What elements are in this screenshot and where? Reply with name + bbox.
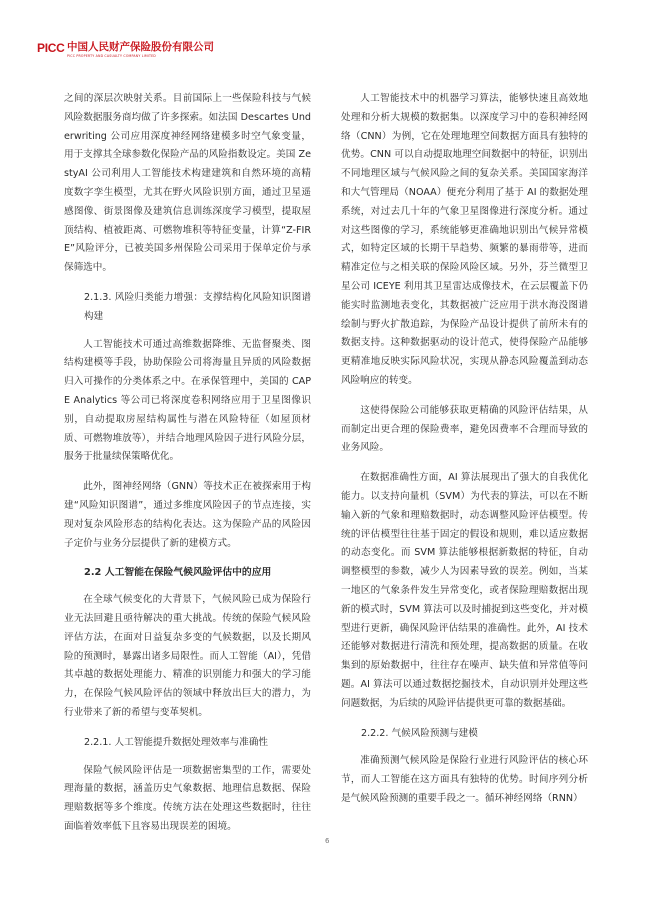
subsection-heading: 2.1.3. 风险归类能力增强：支撑结构化风险知识图谱构建	[84, 291, 311, 322]
company-name-en: PICC PROPERTY AND CASUALTY COMPANY LIMITED	[67, 54, 156, 58]
paragraph: 在数据准确性方面，AI 算法展现出了强大的自我优化能力。以支持向量机（SVM）为代表的算法，可以在不断输入新的气象和理赔数据时，动态调整风险评估模型。传统的评估模型往往基于固定的假设和规则，难以适应数据的动态变化。而 SVM 算法能够根据新数据的特征，自动调整模型的参数，减少人为因素导致的误差。例如，当某一地区的气象条件发生异常变化，或者保险理赔数据出现新的模式时，SVM 算法可以及时捕捉到这些变化，并对模型进行更新，确保风险评估结果的准确性。此外，AI 技术还能够对数据进行清洗和预处理，提高数据的质量。在收集到的原始数据中，往往存在噪声、缺失值和异常值等问题。AI 算法可以通过数据挖掘技术，自动识别并处理这些问题数据，为后续的风险评估提供更可靠的数据基础。	[341, 472, 588, 709]
right-column	[341, 90, 588, 820]
paragraph: 保险气候风险评估是一项数据密集型的工作，需要处理海量的数据，涵盖历史气象数据、地理信息数据、保险理赔数据等多个维度。传统方法在处理这些数据时，往往面临着效率低下且容易出现误差的困境。	[64, 764, 311, 832]
paragraph: 此外，图神经网络（GNN）等技术正在被探索用于构建“风险知识图谱”，通过多维度风险因子的节点连接，实现对复杂风险形态的结构化表达。这为保险产品的风险因子定价与业务分层提供了新的建模方式。	[64, 481, 311, 549]
paragraph: 之间的深层次映射关系。目前国际上一些保险科技与气候风险数据服务商均做了许多探索。如法国 Descartes Underwriting 公司应用深度神经网络建模多时空气象变量，用于支撑其全球参数化保险产品的风险指数设定。美国 ZestyAI 公司利用人工智能技术构建建筑和自然环境的高精度数字孪生模型，尤其在野火风险识别方面，通过卫星遥感图像、街景图像及建筑信息训练深度学习模型，提取屋顶结构、植被距离、可燃物堆积等特征变量，计算“Z-FIRE”风险评分，已被美国多州保险公司采用于保单定价与承保筛选中。	[64, 93, 311, 274]
paragraph: 这使得保险公司能够获取更精确的风险评估结果，从而制定出更合理的保险费率，避免因费率不合理而导致的业务风险。	[341, 404, 588, 454]
paragraph: 在全球气候变化的大背景下，气候风险已成为保险行业无法回避且亟待解决的重大挑战。传统的保险气候风险评估方法，在面对日益复杂多变的气候数据，以及长期风险的预测时，暴露出诸多局限性。而人工智能（AI），凭借其卓越的数据处理能力、精准的识别能力和强大的学习能力，在保险气候风险评估的领域中释放出巨大的潜力，为行业带来了新的希望与变革契机。	[64, 594, 311, 718]
left-column	[64, 90, 311, 848]
paragraph: 准确预测气候风险是保险行业进行风险评估的核心环节，而人工智能在这方面具有独特的优势。时间序列分析是气候风险预测的重要手段之一。循环神经网络（RNN）	[341, 755, 588, 804]
page-number: 6	[325, 837, 330, 845]
section-heading: 2.2 人工智能在保险气候风险评估中的应用	[84, 567, 272, 579]
paragraph: 人工智能技术中的机器学习算法，能够快速且高效地处理和分析大规模的数据集。以深度学习中的卷积神经网络（CNN）为例，它在处理地理空间数据方面具有独特的优势。CNN 可以自动提取地理空间数据中的特征，识别出不同地理区域与气候风险之间的复杂关系。美国国家海洋和大气管理局（NOAA）便充分利用了基于 AI 的数据处理系统，对过去几十年的气象卫星图像进行深度分析。通过对这些图像的学习，系统能够更准确地识别出气候异常模式，如特定区域的长期干旱趋势、频繁的暴雨带等，进而精准定位与之相关联的保险风险区域。另外，芬兰微型卫星公司 ICEYE 利用其卫星雷达成像技术，在云层覆盖下仍能实时监测地表变化，其数据被广泛应用于洪水海没图谱绘制与野火扩散追踪，为保险产品设计提供了前所未有的数据支持。这种数据驱动的设计范式，使得保险产品能够更精准地反映实际风险状况，实现从静态风险覆盖到动态风险响应的转变。	[341, 93, 588, 386]
picc-logo-mark: PICC	[37, 41, 65, 55]
paragraph: 人工智能技术可通过高维数据降维、无监督聚类、图结构建模等手段，协助保险公司将海量且异质的风险数据归入可操作的分类体系之中。在承保管理中，美国的 CAPE Analytics 等公司已将深度卷积网络应用于卫星图像识别，自动提取房屋结构属性与潜在风险特征（如屋顶材质、可燃物堆放等），并结合地理风险因子进行风险分层，服务于批量续保策略优化。	[64, 338, 311, 463]
subsection-heading: 2.2.2. 气候风险预测与建模	[361, 727, 478, 739]
company-name-cn: 中国人民财产保险股份有限公司	[67, 41, 214, 53]
subsection-heading: 2.2.1. 人工智能提升数据处理效率与准确性	[84, 736, 269, 748]
